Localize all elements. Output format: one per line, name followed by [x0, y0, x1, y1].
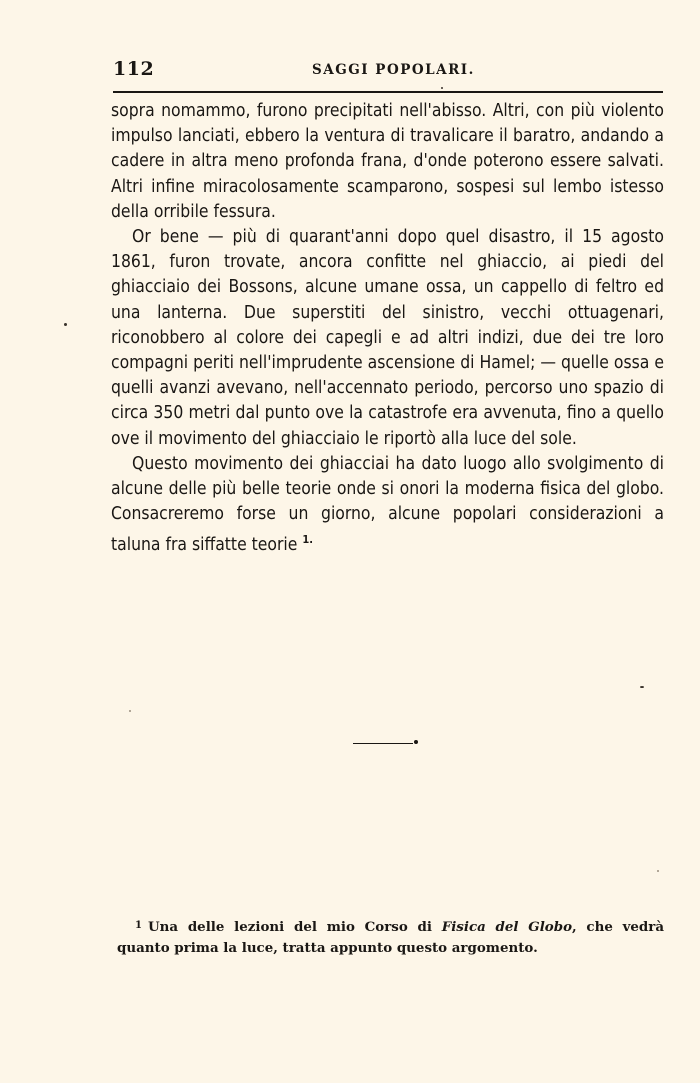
running-head: [113, 58, 665, 84]
section-end-dot: [414, 740, 418, 744]
section-end-rule: [353, 743, 413, 744]
paper-speck: [64, 323, 67, 326]
footnote-mark: 1: [135, 920, 142, 931]
paper-speck: [441, 87, 443, 89]
paper-speck: [129, 710, 131, 712]
footnote-text-before: Una delle lezioni del mio Corso di: [147, 919, 442, 935]
running-title: SAGGI POPOLARI.: [312, 62, 475, 78]
page-number: 112: [113, 58, 155, 80]
paragraph-3: [111, 452, 664, 559]
footnote-reference: 1.: [302, 533, 314, 547]
paragraph-1: sopra nomammo, furono precipitati nell'abisso. Altri, con più violento impulso lanciati, ebbero la ventura di travalicare il baratro, andando a cadere in altra meno profonda frana, d'onde poterono essere salvati. Altri infine miracolosamente scamparono, sospesi sul lembo istesso della orribile fessura.: [111, 101, 664, 222]
footnote-book-title: Fisica del Globo: [441, 919, 573, 935]
paper-speck: [657, 870, 659, 872]
paragraph-2: Or bene — più di quarant'anni dopo quel disastro, il 15 agosto 1861, furon trovate, ancora confitte nel ghiaccio, ai piedi del ghiacciaio dei Bossons, alcune umane ossa, un cappello di feltro ed una lanterna. Due superstiti del sinistro, vecchi ottuagenari, riconobbero al colore dei capegli e ad altri indizi, due dei tre loro compagni periti nell'imprudente ascensione di Hamel; — quelle ossa e quelli avanzi avevano, nell'accennato periodo, percorso uno spazio di circa 350 metri dal punto ove la catastrofe era avvenuta, fino a quello ove il movimento del ghiacciaio le riportò alla luce del sole.: [111, 227, 664, 449]
paper-speck: [640, 686, 644, 688]
paragraph-3-text: Questo movimento dei ghiacciai ha dato luogo allo svolgimento di alcune delle più belle teorie onde si onori la moderna fisica del globo. Consacreremo forse un giorno, alcune popolari considerazioni a taluna fra siffatte teorie: [111, 453, 664, 556]
footnote: [117, 915, 664, 959]
header-rule: [113, 91, 663, 93]
footnote-text-after: , che vedrà quanto prima la luce, tratta appunto questo argomento.: [117, 919, 664, 956]
body-text: [111, 99, 664, 558]
